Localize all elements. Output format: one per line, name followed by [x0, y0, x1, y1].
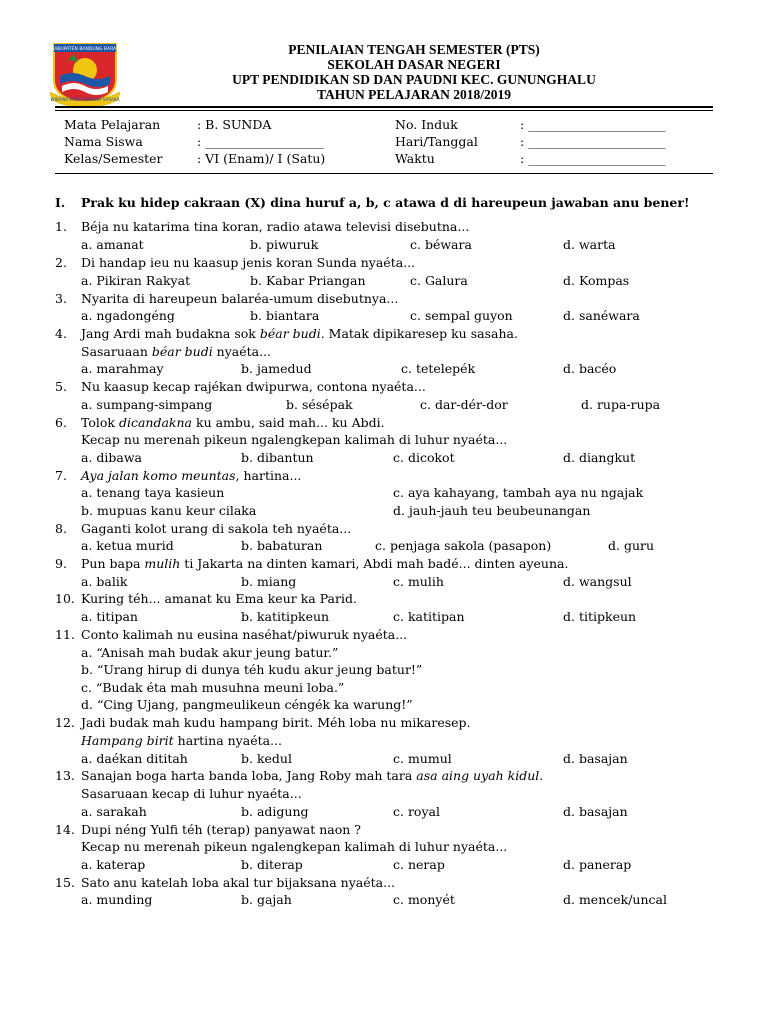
q5-option-b[interactable]: b. sésépak — [286, 397, 353, 412]
q13-number: 13. — [55, 768, 75, 783]
q1-option-b[interactable]: b. piwuruk — [250, 237, 319, 252]
q6-text-start: Tolok — [81, 415, 119, 430]
header-school: SEKOLAH DASAR NEGERI — [327, 57, 501, 72]
q2-option-b[interactable]: b. Kabar Priangan — [250, 273, 366, 288]
q12-option-c[interactable]: c. mumul — [393, 751, 452, 766]
q4-text-2 — [81, 343, 271, 360]
q4-text-italic: béar budi — [259, 326, 321, 341]
q6-option-d[interactable]: d. diangkut — [563, 450, 636, 465]
section-instruction: Prak ku hidep cakraan (X) dina huruf a, b, c atawa d di hareupeun jawaban anu bener! — [81, 195, 690, 210]
q2-text: Di handap ieu nu kaasup jenis koran Sunda nyaéta... — [81, 255, 416, 270]
q12-text-2 — [81, 732, 282, 749]
value-nama[interactable]: : ___________________ — [197, 134, 324, 149]
q4-text — [81, 325, 518, 342]
value-kelas: : VI (Enam)/ I (Satu) — [197, 151, 326, 166]
q5-option-a[interactable]: a. sumpang-simpang — [81, 397, 213, 412]
q7-text-end: , hartina... — [235, 468, 302, 483]
q14-text: Dupi néng Yulfi téh (terap) panyawat naon ? — [81, 822, 361, 837]
q12-text2-end: hartina nyaéta... — [173, 733, 282, 748]
q11-text: Conto kalimah nu eusina naséhat/piwuruk nyaéta... — [81, 627, 408, 642]
q12-option-a[interactable]: a. daékan dititah — [81, 751, 188, 766]
q9-option-d[interactable]: d. wangsul — [563, 574, 632, 589]
value-mapel: : B. SUNDA — [197, 117, 272, 132]
q13-text-start: Sanajan boga harta banda loba, Jang Roby mah tara — [81, 768, 417, 783]
q6-option-b[interactable]: b. dibantun — [241, 450, 314, 465]
q2-option-d[interactable]: d. Kompas — [563, 273, 630, 288]
q8-text: Gaganti kolot urang di sakola teh nyaéta... — [81, 521, 352, 536]
q10-option-b[interactable]: b. katitipkeun — [241, 609, 330, 624]
q6-option-a[interactable]: a. dibawa — [81, 450, 143, 465]
value-hari[interactable]: : ______________________ — [520, 134, 666, 149]
header-upt: UPT PENDIDIKAN SD DAN PAUDNI KEC. GUNUNGHALU — [232, 72, 596, 87]
q6-text — [81, 414, 385, 431]
header-divider-thin — [55, 110, 713, 111]
q14-option-c[interactable]: c. nerap — [393, 857, 445, 872]
q13-text — [81, 767, 543, 784]
q8-option-a[interactable]: a. ketua murid — [81, 538, 174, 553]
q2-option-a[interactable]: a. Pikiran Rakyat — [81, 273, 191, 288]
q7-text-italic: Aya jalan komo meuntas — [81, 468, 236, 483]
q11-number: 11. — [55, 627, 75, 642]
q11-option-a[interactable]: a. “Anisah mah budak akur jeung batur.” — [81, 645, 339, 660]
q12-option-b[interactable]: b. kedul — [241, 751, 292, 766]
q15-text: Sato anu katelah loba akal tur bijaksana nyaéta... — [81, 875, 396, 890]
label-hari: Hari/Tanggal — [395, 134, 478, 149]
q4-option-d[interactable]: d. bacéo — [563, 361, 617, 376]
q7-option-d[interactable]: d. jauh-jauh teu beubeunangan — [393, 503, 591, 518]
q4-text-end: . Matak dipikaresep ku sasaha. — [320, 326, 518, 341]
label-kelas: Kelas/Semester — [64, 151, 163, 166]
q8-option-d[interactable]: d. guru — [608, 538, 655, 553]
q1-text: Béja nu katarima tina koran, radio atawa televisi disebutna... — [81, 219, 470, 234]
q12-text: Jadi budak mah kudu hampang birit. Méh loba nu mikaresep. — [81, 715, 471, 730]
q9-option-a[interactable]: a. balik — [81, 574, 128, 589]
q4-option-b[interactable]: b. jamedud — [241, 361, 312, 376]
q8-option-b[interactable]: b. babaturan — [241, 538, 323, 553]
q4-text2-italic: béar budi — [151, 344, 213, 359]
q9-option-b[interactable]: b. miang — [241, 574, 297, 589]
q4-option-a[interactable]: a. marahmay — [81, 361, 164, 376]
q12-number: 12. — [55, 715, 75, 730]
q10-option-d[interactable]: d. titipkeun — [563, 609, 637, 624]
q4-text-start: Jang Ardi mah budakna sok — [81, 326, 260, 341]
q10-option-c[interactable]: c. katitipan — [393, 609, 465, 624]
q6-number: 6. — [55, 415, 67, 430]
label-nama: Nama Siswa — [64, 134, 143, 149]
q6-text-end: ku ambu, said mah... ku Abdi. — [192, 415, 385, 430]
q10-number: 10. — [55, 591, 75, 606]
svg-text:WIBAWA MUKTI WIBAWA SARAKA: WIBAWA MUKTI WIBAWA SARAKA — [50, 97, 120, 102]
q10-option-a[interactable]: a. titipan — [81, 609, 138, 624]
q7-option-b[interactable]: b. mupuas kanu keur cilaka — [81, 503, 257, 518]
label-mapel: Mata Pelajaran — [64, 117, 161, 132]
q1-option-d[interactable]: d. warta — [563, 237, 616, 252]
q14-option-a[interactable]: a. katerap — [81, 857, 146, 872]
q13-option-d[interactable]: d. basajan — [563, 804, 628, 819]
q7-text — [81, 467, 301, 484]
q2-option-c[interactable]: c. Galura — [410, 273, 468, 288]
q3-option-a[interactable]: a. ngadongéng — [81, 308, 175, 323]
q3-option-b[interactable]: b. biantara — [250, 308, 320, 323]
q8-number: 8. — [55, 521, 67, 536]
q5-option-d[interactable]: d. rupa-rupa — [581, 397, 661, 412]
q9-text-italic: mulih — [144, 556, 181, 571]
q12-option-d[interactable]: d. basajan — [563, 751, 628, 766]
q12-text2-italic: Hampang birit — [81, 733, 174, 748]
q9-text — [81, 555, 568, 572]
q4-option-c[interactable]: c. tetelepék — [401, 361, 476, 376]
q9-text-start: Pun bapa — [81, 556, 145, 571]
q15-option-c[interactable]: c. monyét — [393, 892, 455, 907]
header-year: TAHUN PELAJARAN 2018/2019 — [316, 87, 511, 102]
q8-option-c[interactable]: c. penjaga sakola (pasapon) — [375, 538, 552, 553]
q14-text-2: Kecap nu merenah pikeun ngalengkepan kalimah di luhur nyaéta... — [81, 839, 508, 854]
q3-option-d[interactable]: d. sanéwara — [563, 308, 640, 323]
q6-text-2: Kecap nu merenah pikeun ngalengkepan kalimah di luhur nyaéta... — [81, 432, 508, 447]
header-title: PENILAIAN TENGAH SEMESTER (PTS) — [288, 42, 540, 57]
q1-option-c[interactable]: c. béwara — [410, 237, 472, 252]
q9-text-end: ti Jakarta na dinten kamari, Abdi mah badé... dinten ayeuna. — [180, 556, 569, 571]
section-number: I. — [55, 195, 66, 210]
value-induk[interactable]: : ______________________ — [520, 117, 666, 132]
q13-text-2: Sasaruaan kecap di luhur nyaéta... — [81, 786, 302, 801]
q5-text: Nu kaasup kecap rajékan dwipurwa, contona nyaéta... — [81, 379, 426, 394]
q4-text2-start: Sasaruaan — [81, 344, 152, 359]
q15-option-b[interactable]: b. gajah — [241, 892, 292, 907]
svg-text:KABUPATEN BANDUNG BARAT: KABUPATEN BANDUNG BARAT — [51, 47, 119, 52]
q14-number: 14. — [55, 822, 75, 837]
q14-option-b[interactable]: b. diterap — [241, 857, 303, 872]
q6-text-italic: dicandakna — [118, 415, 193, 430]
q10-text: Kuring téh... amanat ku Ema keur ka Parid. — [81, 591, 357, 606]
label-waktu: Waktu — [395, 151, 435, 166]
q7-option-c[interactable]: c. aya kahayang, tambah aya nu ngajak — [393, 485, 644, 500]
q7-option-a[interactable]: a. tenang taya kasieun — [81, 485, 225, 500]
q2-number: 2. — [55, 255, 67, 270]
q5-number: 5. — [55, 379, 67, 394]
q4-text2-end: nyaéta... — [212, 344, 272, 359]
q15-option-d[interactable]: d. mencek/uncal — [563, 892, 667, 907]
q4-number: 4. — [55, 326, 67, 341]
q13-option-b[interactable]: b. adigung — [241, 804, 309, 819]
q5-option-c[interactable]: c. dar-dér-dor — [420, 397, 508, 412]
q3-number: 3. — [55, 291, 67, 306]
q15-number: 15. — [55, 875, 75, 890]
q13-option-a[interactable]: a. sarakah — [81, 804, 147, 819]
q13-option-c[interactable]: c. royal — [393, 804, 440, 819]
q13-text-italic: asa aing uyah kidul — [416, 768, 540, 783]
q1-number: 1. — [55, 219, 67, 234]
exam-header — [0, 42, 768, 102]
q11-option-c[interactable]: c. “Budak éta mah musuhna meuni loba.” — [81, 680, 345, 695]
q3-text: Nyarita di hareupeun balaréa-umum disebutnya... — [81, 291, 399, 306]
q11-option-d[interactable]: d. “Cing Ujang, pangmeulikeun céngék ka warung!” — [81, 697, 413, 712]
q7-number: 7. — [55, 468, 67, 483]
info-divider — [55, 173, 713, 174]
q15-option-a[interactable]: a. munding — [81, 892, 153, 907]
q6-option-c[interactable]: c. dicokot — [393, 450, 455, 465]
q3-option-c[interactable]: c. sempal guyon — [410, 308, 513, 323]
q9-option-c[interactable]: c. mulih — [393, 574, 444, 589]
value-waktu[interactable]: : ______________________ — [520, 151, 666, 166]
label-induk: No. Induk — [395, 117, 458, 132]
header-divider — [55, 106, 713, 108]
q14-option-d[interactable]: d. panerap — [563, 857, 632, 872]
q13-text-end: . — [539, 768, 544, 783]
q11-option-b[interactable]: b. “Urang hirup di dunya téh kudu akur jeung batur!” — [81, 662, 423, 677]
q1-option-a[interactable]: a. amanat — [81, 237, 144, 252]
q9-number: 9. — [55, 556, 67, 571]
